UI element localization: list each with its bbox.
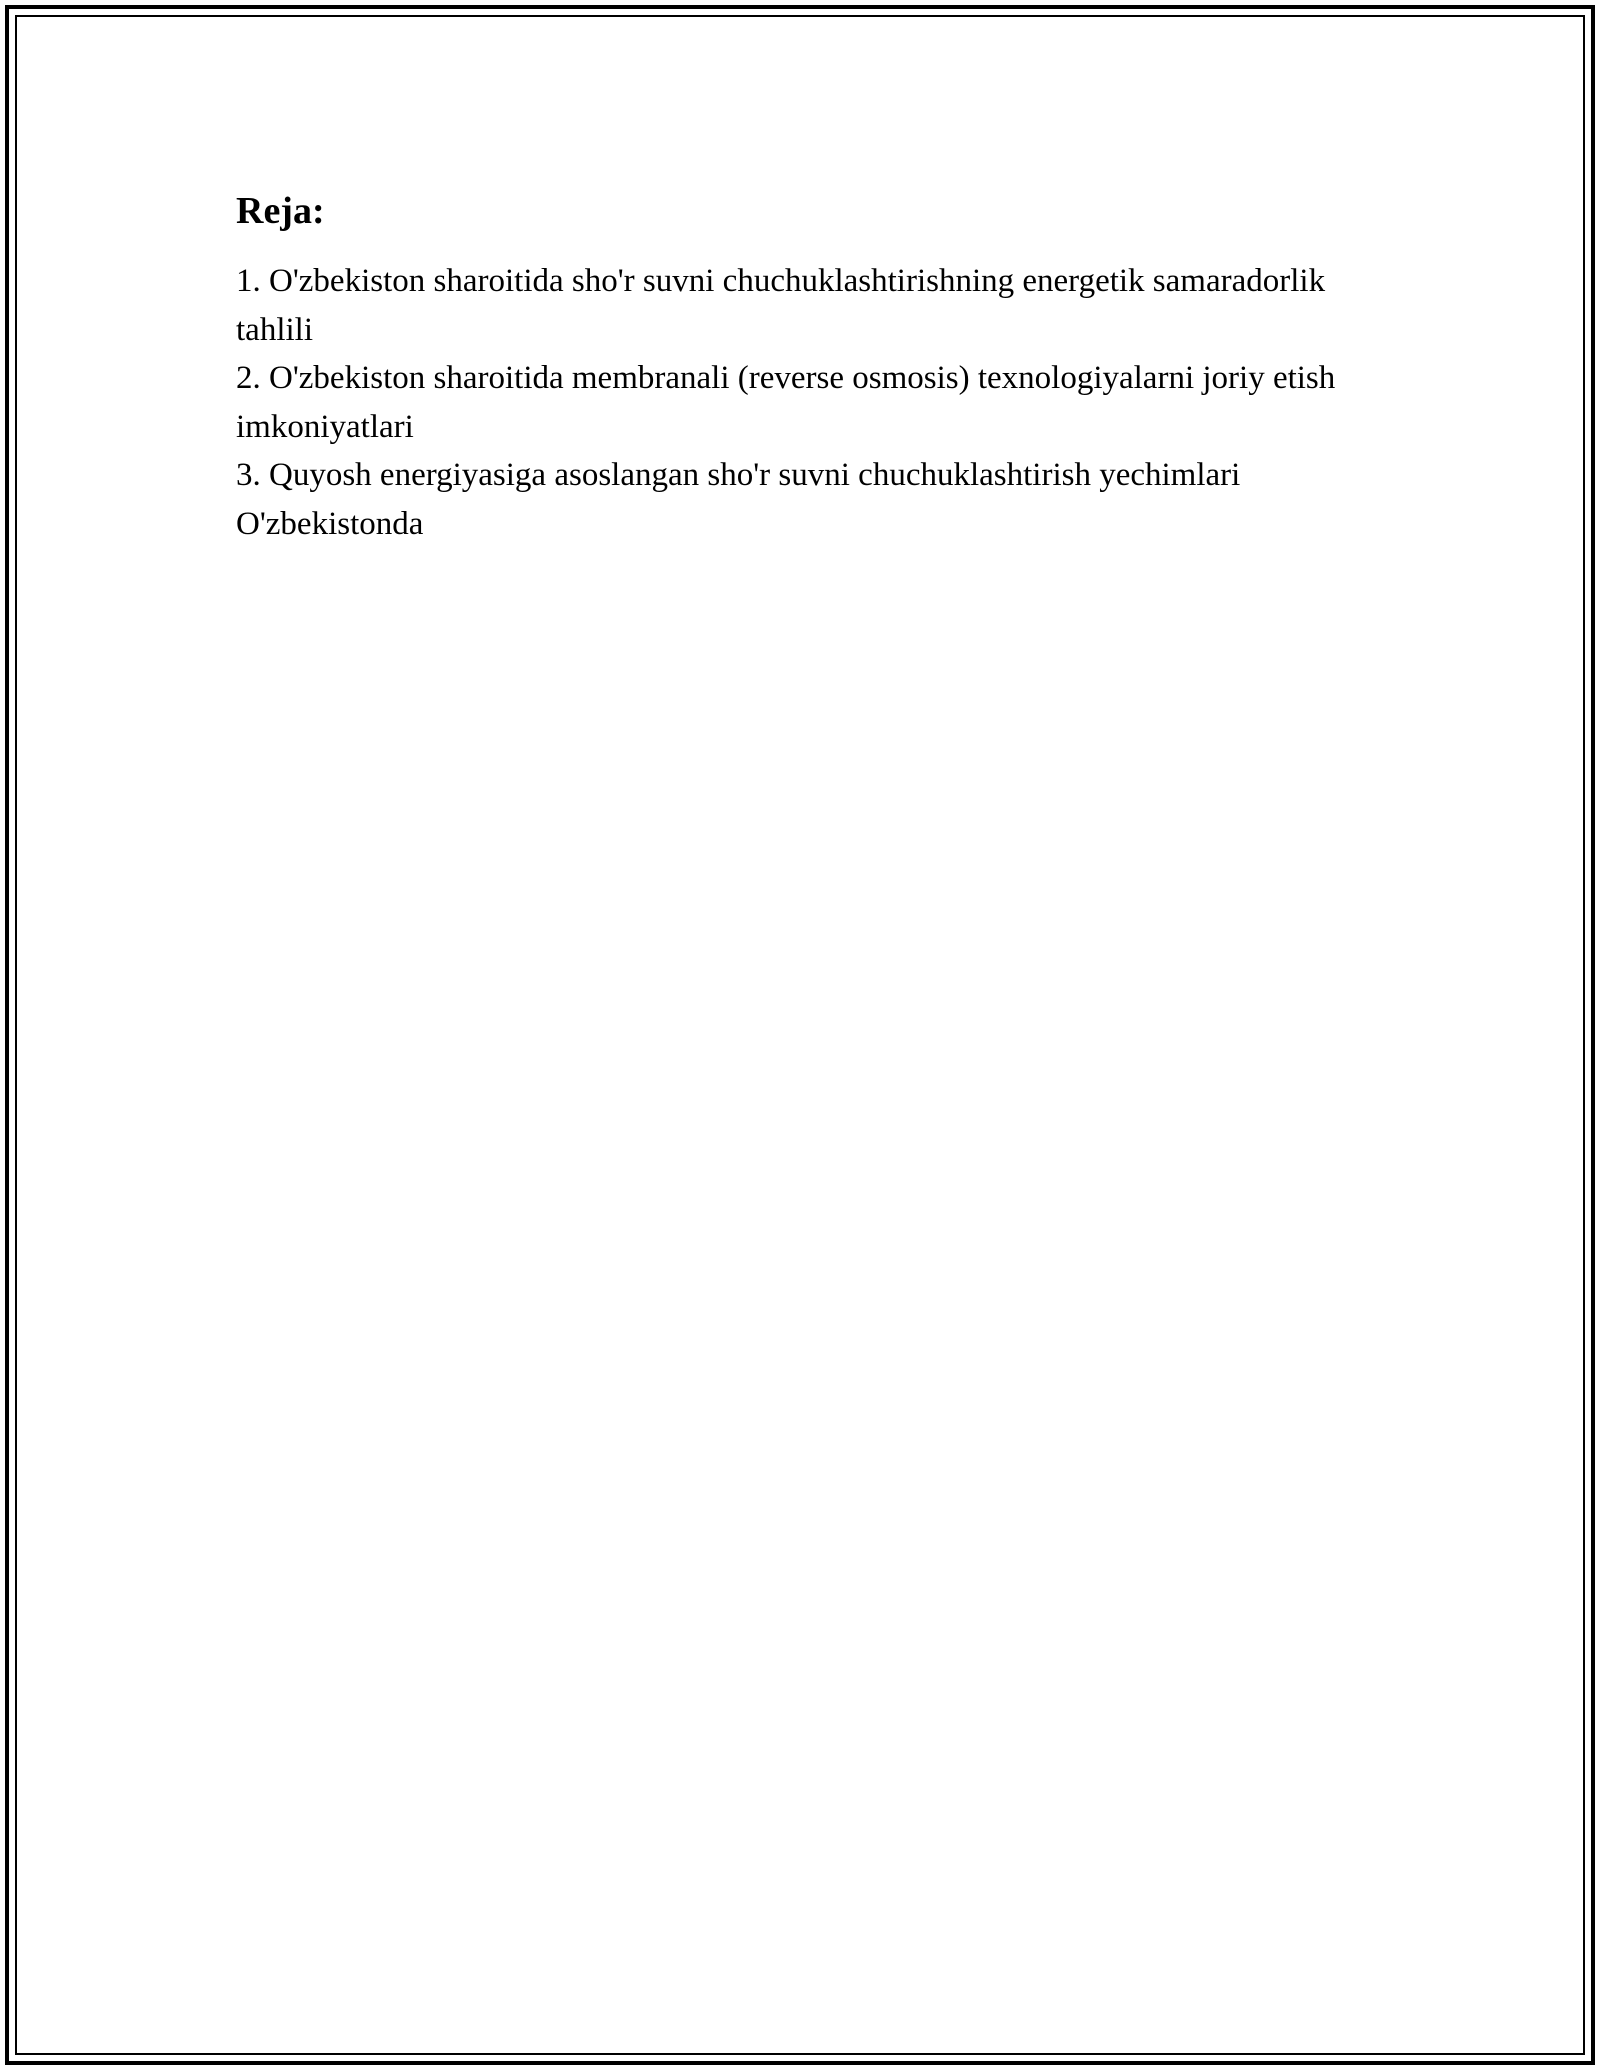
plan-heading: Reja: — [236, 190, 325, 232]
plan-item-1: 1. O'zbekiston sharoitida sho'r suvni chuchuklashtirishning energetik samaradorlik tahlili — [236, 263, 1326, 348]
plan-item-2: 2. O'zbekiston sharoitida membranali (reverse osmosis) texnologiyalarni joriy etish imkoniyatlari — [236, 360, 1336, 445]
plan-item-3: 3. Quyosh energiyasiga asoslangan sho'r suvni chuchuklashtirish yechimlari O'zbekistonda — [236, 457, 1241, 542]
plan-list — [236, 257, 1406, 548]
document-body — [236, 187, 1406, 548]
